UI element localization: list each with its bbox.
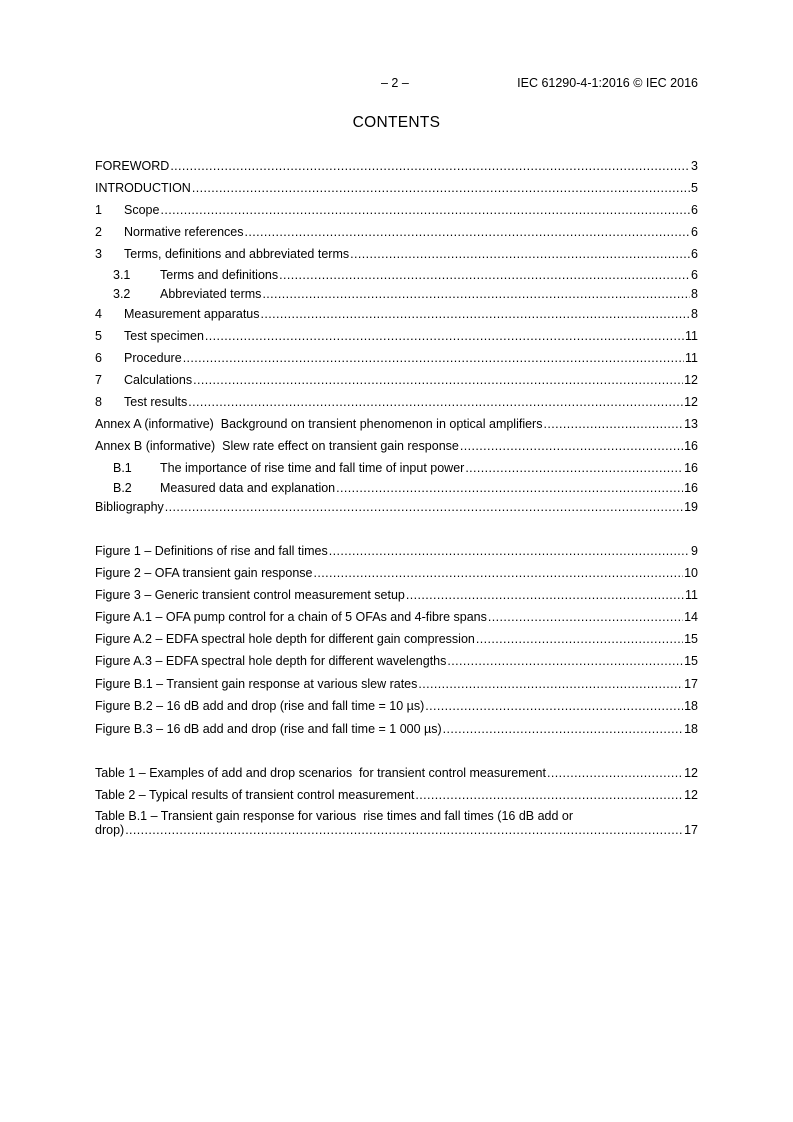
toc-entry-test-specimen[interactable]: 5 Test specimen ..... 11 <box>95 328 698 344</box>
list-of-figures-item[interactable]: Figure 1 – Definitions of rise and fall times ..... 9 <box>95 543 698 559</box>
toc-entry-normative-references[interactable]: 2 Normative references ..... 6 <box>95 224 698 240</box>
toc-entry-procedure[interactable]: 6 Procedure ..... 11 <box>95 350 698 366</box>
list-of-figures-item[interactable]: Figure A.2 – EDFA spectral hole depth for different gain compression ..... 15 <box>95 631 698 647</box>
list-of-tables-item[interactable]: Table 1 – Examples of add and drop scenarios for transient control measurement ..... 12 <box>95 765 698 781</box>
toc-entry-terms[interactable]: 3 Terms, definitions and abbreviated terms ..... 6 <box>95 246 698 262</box>
toc-entry-scope[interactable]: 1 Scope ..... 6 <box>95 202 698 218</box>
list-of-figures-item[interactable]: Figure B.2 – 16 dB add and drop (rise and fall time = 10 µs) ..... 18 <box>95 698 698 714</box>
table-of-contents <box>95 0 698 1122</box>
list-of-figures-item[interactable]: Figure 3 – Generic transient control measurement setup ..... 11 <box>95 587 698 603</box>
toc-entry-b2[interactable]: B.2 Measured data and explanation ..... 16 <box>113 480 698 496</box>
toc-entry-introduction[interactable]: INTRODUCTION ..... 5 <box>95 180 698 196</box>
list-of-figures-item[interactable]: Figure A.1 – OFA pump control for a chain of 5 OFAs and 4-fibre spans ..... 14 <box>95 609 698 625</box>
list-of-figures-item[interactable]: Figure B.3 – 16 dB add and drop (rise and fall time = 1 000 µs) ..... 18 <box>95 721 698 737</box>
toc-entry-foreword[interactable]: FOREWORD ..... 3 <box>95 158 698 174</box>
list-of-figures-item[interactable]: Figure 2 – OFA transient gain response ..... 10 <box>95 565 698 581</box>
toc-entry-annex-a[interactable]: Annex A (informative) Background on transient phenomenon in optical amplifiers ..... 13 <box>95 416 698 432</box>
toc-entry-b1[interactable]: B.1 The importance of rise time and fall time of input power ..... 16 <box>113 460 698 476</box>
list-of-tables-item[interactable]: Table B.1 – Transient gain response for various rise times and fall times (16 dB add or drop) ..... 17 <box>95 809 698 837</box>
page-number: – 2 – <box>381 76 409 90</box>
page-title: CONTENTS <box>352 114 441 131</box>
toc-entry-calculations[interactable]: 7 Calculations ..... 12 <box>95 372 698 388</box>
list-of-figures-item[interactable]: Figure A.3 – EDFA spectral hole depth for different wavelengths ..... 15 <box>95 653 698 669</box>
document-reference: IEC 61290-4-1:2016 © IEC 2016 <box>517 76 698 90</box>
toc-entry-terms-definitions[interactable]: 3.1 Terms and definitions ..... 6 <box>113 267 698 283</box>
list-of-figures-item[interactable]: Figure B.1 – Transient gain response at various slew rates ..... 17 <box>95 676 698 692</box>
toc-entry-abbreviated-terms[interactable]: 3.2 Abbreviated terms ..... 8 <box>113 286 698 302</box>
toc-entry-bibliography[interactable]: Bibliography ..... 19 <box>95 499 698 515</box>
list-of-tables-item[interactable]: Table 2 – Typical results of transient control measurement ..... 12 <box>95 787 698 803</box>
toc-entry-test-results[interactable]: 8 Test results ..... 12 <box>95 394 698 410</box>
toc-entry-measurement-apparatus[interactable]: 4 Measurement apparatus ..... 8 <box>95 306 698 322</box>
toc-entry-annex-b[interactable]: Annex B (informative) Slew rate effect on transient gain response ..... 16 <box>95 438 698 454</box>
